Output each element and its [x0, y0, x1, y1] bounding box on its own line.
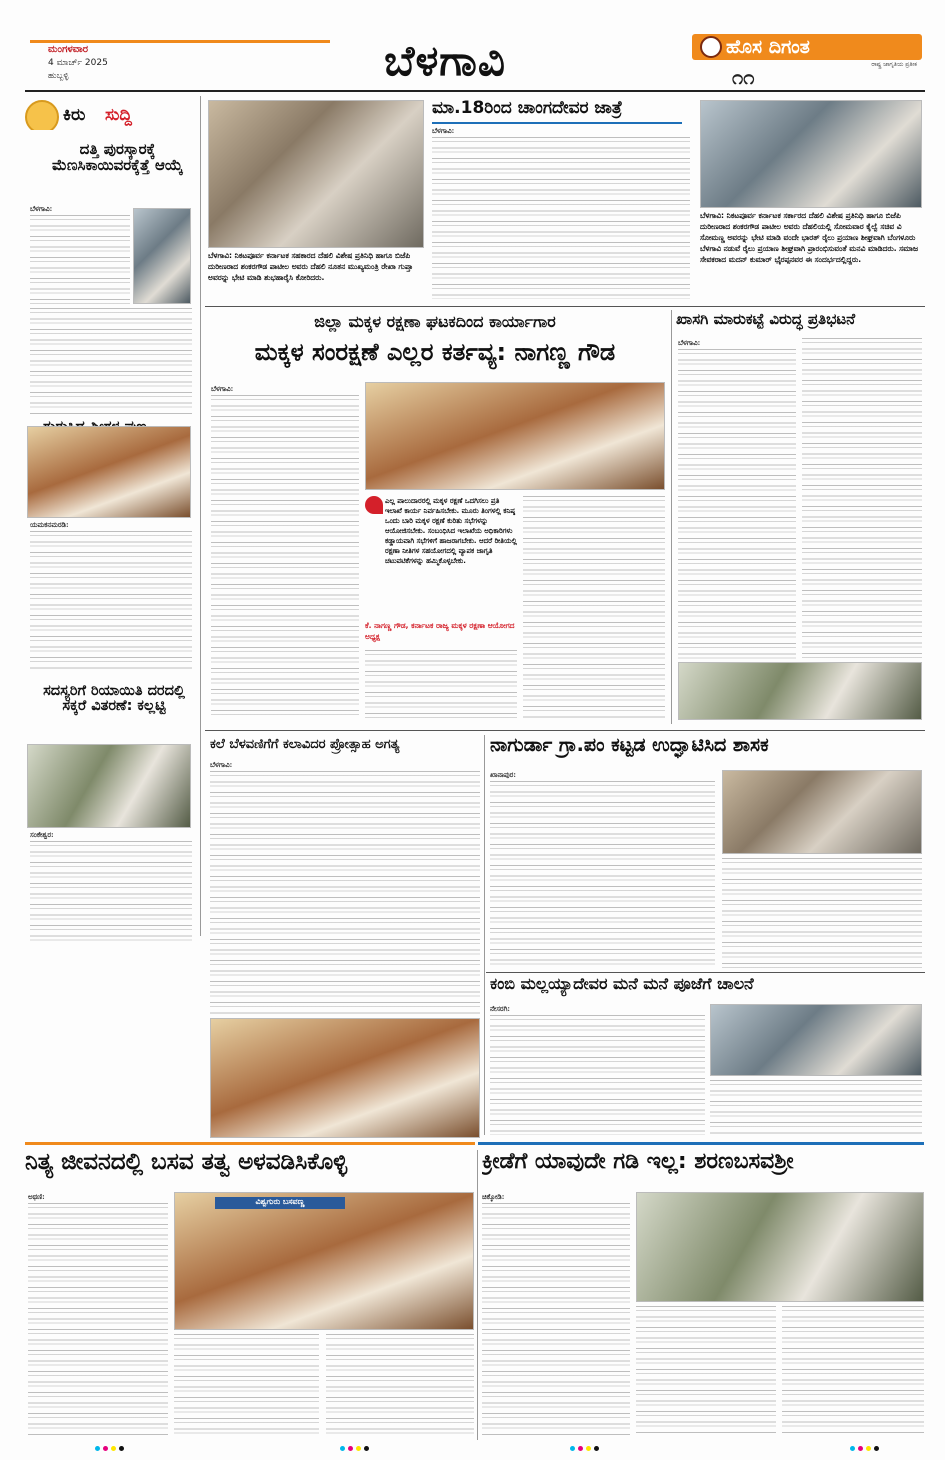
dot-yellow: [586, 1446, 591, 1451]
lead-text-col2b: [365, 650, 517, 720]
bottom-divider: [477, 1150, 478, 1440]
sidebar-story1-photo: [133, 208, 191, 304]
sports-text-col3: [782, 1306, 924, 1436]
sidebar-story1-dateline: ಬೆಳಗಾವಿ:: [30, 204, 53, 213]
masthead-rule: [25, 90, 925, 92]
kirusuddi-badge: [25, 100, 185, 130]
jatre-text: [432, 137, 690, 299]
masthead-day: ಮಂಗಳವಾರ: [48, 44, 89, 55]
kambi-rule: [486, 972, 925, 973]
dot-yellow: [111, 1446, 116, 1451]
hand-icon: [25, 100, 59, 130]
gp-dateline: ಖಾನಾಪುರ:: [490, 770, 516, 779]
jatre-dateline: ಬೆಳಗಾವಿ:: [432, 126, 455, 135]
lead-text-col3: [523, 496, 665, 720]
top-photo1-caption: ಬೆಳಗಾವಿ: ನಿಕಟಪೂರ್ವ ಕರ್ನಾಟಕ ಸಹಕಾರದ ದೆಹಲಿ ವಿಶೇಷ ಪ್ರತಿನಿಧಿ ಹಾಗೂ ಬಿಜೆಪಿ ದುರೀಣರಾದ ಶಂಕರಗೌಡ ಪಾಟೀಲ ಅವರು ದೆಹಲಿ ನೂತನ ಮುಖ್ಯಮಂತ್ರಿ ರೇಖಾ ಗುಪ್ತಾ ಅವರನ್ನು ಭೇಟಿ ಮಾಡಿ ಶುಭಹಾರೈಸಿ ಕೋರಿದರು.: [208, 251, 413, 282]
sidebar-story2-text: [30, 531, 192, 669]
lead-text-col1: [211, 395, 359, 720]
sidebar-story2-dateline: ಯಮಕನಮರಡಿ:: [30, 520, 69, 529]
sidebar-story3-text: [30, 841, 192, 941]
print-dots-mid: [570, 1446, 599, 1451]
jatre-title-underline: [432, 122, 682, 124]
dot-yellow: [866, 1446, 871, 1451]
dot-magenta: [578, 1446, 583, 1451]
sports-text-col2: [636, 1306, 776, 1436]
dot-cyan: [95, 1446, 100, 1451]
kambi-text: [490, 1015, 705, 1135]
paper-logo: [692, 30, 922, 88]
dot-magenta: [103, 1446, 108, 1451]
sports-photo: [636, 1192, 924, 1302]
mid-rule: [205, 730, 925, 731]
jatre-title: ಮಾ.18ರಿಂದ ಚಾಂಗದೇವರ ಜಾತ್ರೆ: [432, 100, 623, 118]
sidebar-story3-dateline: ಸಂಕೇಶ್ವರ:: [30, 830, 54, 839]
dot-cyan: [570, 1446, 575, 1451]
dot-cyan: [340, 1446, 345, 1451]
protest-text-col1: [678, 349, 796, 659]
gp-text-col2: [722, 858, 922, 968]
sports-dateline: ಚಿಕ್ಕೋಡಿ:: [482, 1192, 505, 1201]
page-number: ೧೧: [732, 66, 755, 88]
dot-black: [594, 1446, 599, 1451]
protest-photo: [678, 662, 922, 720]
dot-black: [364, 1446, 369, 1451]
top-photo-railway-minister: [700, 100, 922, 208]
art-dateline: ಬೆಳಗಾವಿ:: [210, 760, 233, 769]
sports-text-col1: [482, 1203, 630, 1435]
sidebar-story1-text-2: [30, 308, 192, 414]
bottom-color-bar-orange: [25, 1142, 475, 1145]
lead-title: ಮಕ್ಕಳ ಸಂರಕ್ಷಣೆ ಎಲ್ಲರ ಕರ್ತವ್ಯ: ನಾಗಣ್ಣ ಗೌಡ: [254, 340, 616, 366]
pullquote-attrib: ಕೆ. ನಾಗಣ್ಣ ಗೌಡ, ಕರ್ನಾಟಕ ರಾಜ್ಯ ಮಕ್ಕಳ ರಕ್ಷಣಾ ಆಯೋಗದ ಅಧ್ಯಕ್ಷ: [365, 621, 515, 641]
sidebar-story2-photo: [27, 426, 191, 518]
print-dots-left: [95, 1446, 124, 1451]
protest-dateline: ಬೆಳಗಾವಿ:: [678, 338, 701, 347]
print-dots-center: [340, 1446, 369, 1451]
masthead-orange-bar: [30, 40, 330, 43]
top-row-rule: [205, 306, 925, 307]
art-text: [210, 771, 480, 1015]
sidebar-story1-text: [30, 215, 130, 307]
masthead: [0, 0, 945, 92]
basava-text-col1: [28, 1203, 168, 1435]
gp-text-col1: [490, 781, 715, 967]
basava-dateline: ಅಥಣಿ:: [28, 1192, 45, 1201]
dot-cyan: [850, 1446, 855, 1451]
dot-magenta: [348, 1446, 353, 1451]
basava-title: ನಿತ್ಯ ಜೀವನದಲ್ಲಿ ಬಸವ ತತ್ವ ಅಳವಡಿಸಿಕೊಳ್ಳಿ: [25, 1150, 348, 1175]
basava-banner: ವಿಶ್ವಗುರು ಬಸವಣ್ಣ: [215, 1197, 345, 1209]
logo-emblem-icon: [700, 36, 722, 58]
lead-kicker: ಜಿಲ್ಲಾ ಮಕ್ಕಳ ರಕ್ಷಣಾ ಘಟಕದಿಂದ ಕಾರ್ಯಾಗಾರ: [314, 314, 556, 331]
lead-pullquote: [365, 496, 517, 646]
sidebar-kirusuddi: [25, 96, 195, 946]
kambi-photo: [710, 1004, 922, 1076]
sidebar-story3-title: ಸದಸ್ಯರಿಗೆ ರಿಯಾಯಿತಿ ದರದಲ್ಲಿ ಸಕ್ಕರೆ ವಿತರಣೆ: ಕಲ್ಲಟ್ಟಿ: [43, 684, 185, 715]
dot-black: [874, 1446, 879, 1451]
sidebar-story3-photo: [27, 744, 191, 828]
paper-name: ಹೊಸ ದಿಗಂತ: [726, 36, 810, 58]
dot-black: [119, 1446, 124, 1451]
top-photo-meeting-cm: [208, 100, 424, 248]
lead-divider: [671, 310, 672, 724]
sports-title: ಕ್ರೀಡೆಗೆ ಯಾವುದೇ ಗಡಿ ಇಲ್ಲ: ಶರಣಬಸವಶ್ರೀ: [482, 1150, 794, 1174]
art-title: ಕಲೆ ಬೆಳವಣಿಗೆಗೆ ಕಲಾವಿದರ ಪ್ರೋತ್ಸಾಹ ಅಗತ್ಯ: [210, 738, 400, 752]
quote-mark-icon: [365, 496, 383, 514]
basava-photo: [174, 1192, 474, 1330]
basava-text-col2: [174, 1334, 319, 1434]
kambi-title: ಕಂಬಿ ಮಲ್ಲಯ್ಯಾದೇವರ ಮನೆ ಮನೆ ಪೂಜೆಗೆ ಚಾಲನೆ: [490, 976, 754, 993]
section-title: ಬೆಳಗಾವಿ: [384, 36, 506, 85]
lead-dateline: ಬೆಳಗಾವಿ:: [211, 384, 234, 393]
sidebar-story1-title: ದತ್ತಿ ಪುರಸ್ಕಾರಕ್ಕೆ ಮೆಣಸಿಕಾಯಿವರಕ್ಕೆತ್ತೆ ಆಯ್ಕೆ: [52, 142, 183, 174]
dot-yellow: [356, 1446, 361, 1451]
pullquote-text: ಎಲ್ಲ ಪಾಲುದಾರರಲ್ಲಿ ಮಕ್ಕಳ ರಕ್ಷಣೆ ಒದಗಿಸಲು ಪ್ರತಿ ಇಲಾಖೆ ಕಾರ್ಯ ನಿರ್ವಹಿಸಬೇಕು. ಮೂರು ತಿಂಗಳಲ್ಲಿ ಕನಿಷ್ಠ ಒಂದು ಬಾರಿ ಮಕ್ಕಳ ರಕ್ಷಣೆ ಕುರಿತು ಸಭೆಗಳನ್ನು ಆಯೋಜಿಸಬೇಕು. ಸಂಬಂಧಿಸಿದ ಇಲಾಖೆಯ ಅಧಿಕಾರಿಗಳು ಕಡ್ಡಾಯವಾಗಿ ಸಭೆಗಳಿಗೆ ಹಾಜರಾಗಬೇಕು. ಆದರೆ ರೀತಿಯಲ್ಲಿ ರಕ್ಷಣಾ ನೀತಿಗಳ ಸಹಯೋಗದಲ್ಲಿ ವ್ಯಾಪಕ ಜಾಗೃತಿ ಚಟುವಟಿಕೆಗಳನ್ನು ಹಮ್ಮಿಕೊಳ್ಳಬೇಕು.: [385, 497, 517, 565]
kirusuddi-label-2: ಸುದ್ದಿ: [105, 105, 132, 125]
gp-title: ನಾಗುರ್ಡಾ ಗ್ರಾ.ಪಂ ಕಟ್ಟಡ ಉದ್ಘಾಟಿಸಿದ ಶಾಸಕ: [490, 736, 769, 756]
lead-photo: [365, 382, 665, 490]
dot-magenta: [858, 1446, 863, 1451]
kambi-text-2: [710, 1080, 922, 1136]
art-divider: [484, 735, 485, 1135]
basava-text-col3: [326, 1334, 474, 1434]
art-photo: [210, 1018, 480, 1138]
sidebar-divider: [200, 96, 201, 936]
masthead-date: 4 ಮಾರ್ಚ್ 2025: [48, 58, 108, 68]
print-dots-right: [850, 1446, 879, 1451]
paper-tagline: ರಾಷ್ಟ್ರ ಜಾಗೃತಿಯ ಪ್ರತೀಕ: [871, 61, 917, 68]
lead-story: [205, 310, 667, 724]
masthead-city: ಹುಬ್ಬಳ್ಳಿ: [48, 71, 69, 81]
gp-photo: [722, 770, 922, 854]
kambi-dateline: ನೇಸರಗಿ:: [490, 1004, 511, 1013]
protest-title: ಖಾಸಗಿ ಮಾರುಕಟ್ಟೆ ವಿರುದ್ಧ ಪ್ರತಿಭಟನೆ: [676, 312, 856, 328]
kirusuddi-label-1: ಕಿರು: [63, 105, 86, 125]
bottom-color-bar-blue: [478, 1142, 924, 1145]
top-photo2-caption: ಬೆಳಗಾವಿ: ನಿಕಟಪೂರ್ವ ಕರ್ನಾಟಕ ಸರ್ಕಾರದ ದೆಹಲಿ ವಿಶೇಷ ಪ್ರತಿನಿಧಿ ಹಾಗೂ ಬಿಜೆಪಿ ದುರೀಣರಾದ ಶಂಕರಗೌಡ ಪಾಟೀಲ ಅವರು ದೆಹಲಿಯಲ್ಲಿ ಸೋಮವಾರ ಕೈಲ್ವೆ ಸಚಿವ ವಿ ಸೋಮಣ್ಣ ಅವರನ್ನು ಭೇಟಿ ಮಾಡಿ ವಂದೇ ಭಾರತ್ ರೈಲು ಪ್ರಯಾಣ ಶೀಘ್ರವಾಗಿ ಬೆಂಗಳೂರು ಬೆಳಗಾವಿ ನಡುವೆ ರೈಲು ಪ್ರಯಾಣ ಶೀಘ್ರವಾಗಿ ಪ್ರಾರಂಭಿಸುವಂತೆ ಮನವಿ ಮಾಡಿದರು. ಸಮಾಜ ಸೇವಕರಾದ ಮದನ್ ಕುಮಾರ್ ಭೈರಪ್ಪನವರ ಈ ಸಂದರ್ಭದಲ್ಲಿದ್ದರು.: [700, 211, 918, 264]
protest-text-col2: [802, 338, 922, 659]
